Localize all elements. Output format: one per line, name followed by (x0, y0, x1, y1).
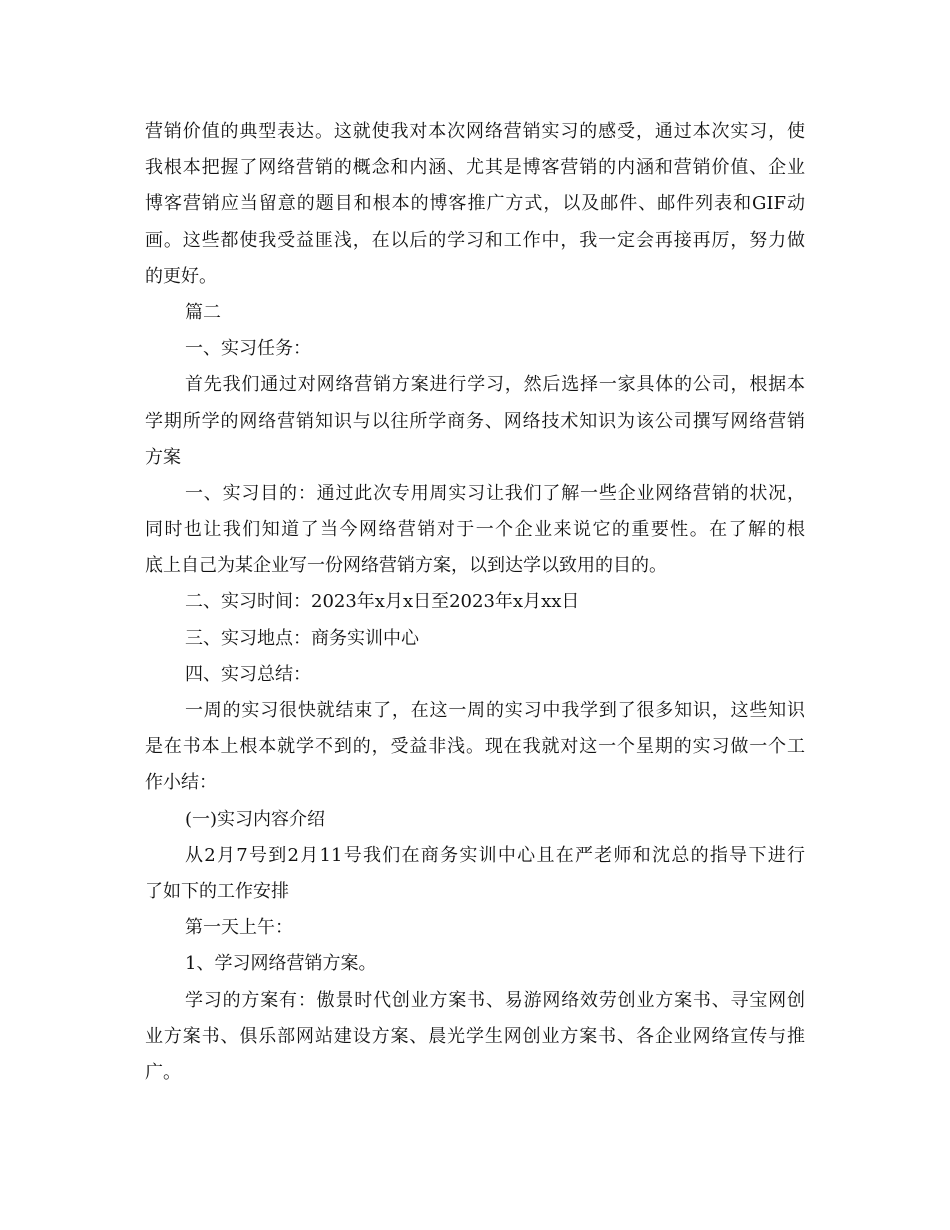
text-line: 同时也让我们知道了当今网络营销对于一个企业来说它的重要性。在了解的根 (145, 519, 805, 541)
text-line: 一、实习目的：通过此次专用周实习让我们了解一些企业网络营销的状况， (185, 482, 805, 504)
section-heading: 篇二 (185, 301, 221, 323)
text-line: 我根本把握了网络营销的概念和内涵、尤其是博客营销的内涵和营销价值、企业 (145, 157, 805, 179)
text-line: 学习的方案有：傲景时代创业方案书、易游网络效劳创业方案书、寻宝网创 (185, 989, 805, 1011)
text-line: 一周的实习很快就结束了，在这一周的实习中我学到了很多知识，这些知识 (185, 700, 805, 721)
text-line: 从2月7号到2月11号我们在商务实训中心且在严老师和沈总的指导下进行 (185, 844, 805, 866)
text-line: 学期所学的网络营销知识与以往所学商务、网络技术知识为该公司撰写网络营销 (145, 410, 805, 432)
text-line: 底上自己为某企业写一份网络营销方案，以到达学以致用的目的。 (145, 555, 667, 577)
text-line: 三、实习地点：商务实训中心 (185, 627, 419, 649)
text-line: 博客营销应当留意的题目和根本的博客推广方式，以及邮件、邮件列表和GIF动 (145, 193, 805, 215)
document-body (145, 114, 805, 1091)
text-line: 营销价值的典型表达。这就使我对本次网络营销实习的感受，通过本次实习，使 (145, 121, 805, 142)
text-line: 的更好。 (145, 265, 217, 287)
subsection-heading: 一、实习任务： (185, 338, 311, 360)
subsection-heading: (一)实习内容介绍 (185, 808, 326, 830)
text-line: 首先我们通过对网络营销方案进行学习，然后选择一家具体的公司，根据本 (185, 374, 805, 396)
text-line: 广。 (145, 1061, 181, 1083)
text-line: 第一天上午： (185, 917, 293, 939)
text-line: 1、学习网络营销方案。 (185, 953, 377, 975)
text-line: 业方案书、俱乐部网站建设方案、晨光学生网创业方案书、各企业网络宣传与推 (145, 1025, 805, 1047)
text-line: 画。这些都使我受益匪浅，在以后的学习和工作中，我一定会再接再厉，努力做 (145, 229, 805, 251)
text-line: 是在书本上根本就学不到的，受益非浅。现在我就对这一个星期的实习做一个工 (145, 736, 805, 758)
text-line: 作小结： (145, 772, 217, 794)
text-line: 二、实习时间：2023年x月x日至2023年x月xx日 (185, 591, 580, 613)
text-line: 方案 (145, 446, 181, 468)
subsection-heading: 四、实习总结： (185, 663, 311, 685)
text-line: 了如下的工作安排 (145, 880, 289, 902)
